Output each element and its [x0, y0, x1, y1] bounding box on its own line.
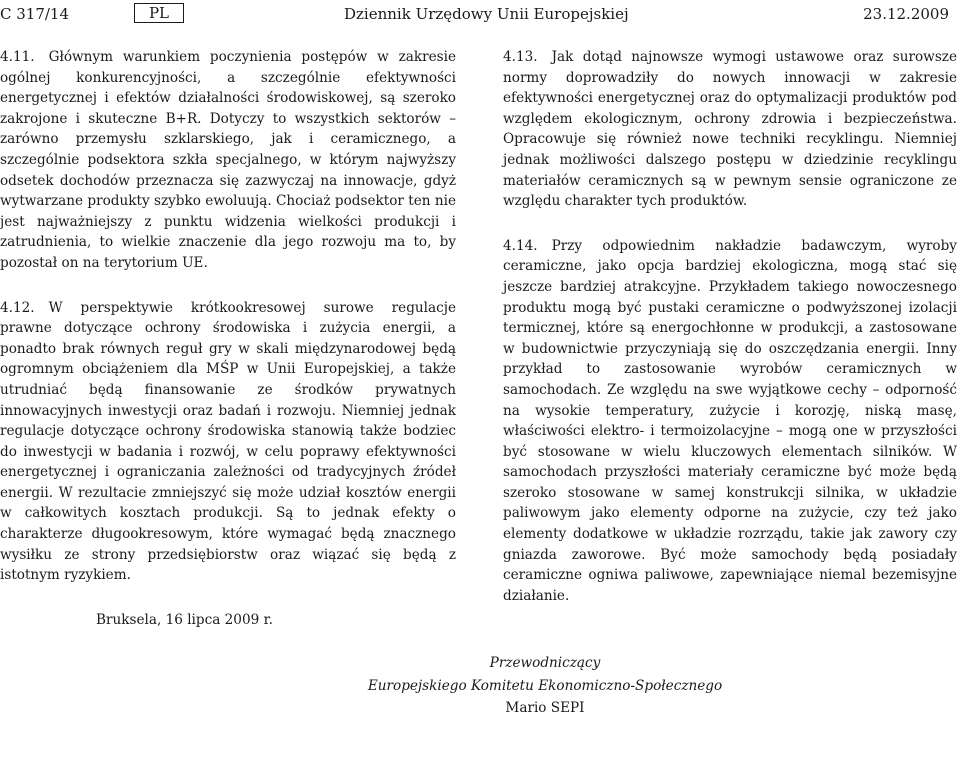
paragraph-text: Głównym warunkiem poczynienia postępów w zakresie ogólnej konkurencyjności, a szczególnie efektywności energetycznej i efektów działalności środowiskowej, są szeroko zakrojone i skuteczne B+R. Dotyczy to wszystkich sektorów – zarówno przemysłu szklarskiego, jak i ceramicznego, a szczególnie podsektora szkła specjalnego, w którym najwyższy odsetek dochodów przeznacza się zazwyczaj na innowacje, gdyż wytwarzane produkty szybko ewoluują. Chociaż podsektor ten nie jest najważniejszy z punktu widzenia wielkości produkcji i zatrudnienia, to wielkie znaczenie dla jego rozwoju ma to, by pozostał on na terytorium UE. — [0, 49, 456, 271]
signatory-role: Przewodniczący — [489, 655, 601, 671]
journal-title: Dziennik Urzędowy Unii Europejskiej — [344, 5, 629, 23]
paragraph-4-14 — [503, 236, 957, 607]
signatory-name: Mario SEPI — [505, 700, 585, 716]
publication-date: 23.12.2009 — [863, 5, 949, 23]
place-and-date: Bruksela, 16 lipca 2009 r. — [96, 612, 273, 628]
language-code-box: PL — [134, 3, 184, 23]
paragraph-text: Przy odpowiednim nakładzie badawczym, wyroby ceramiczne, jako opcja bardziej ekologiczna, mogą stać się jeszcze bardziej atrakcyjne. Przykładem takiego nowoczesnego produktu mogą być pustaki ceramiczne o podwyższonej izolacji termicznej, które są energochłonne w produkcji, a zastosowane w budownictwie przyczyniają się do oszczędzania energii. Inny przykład to zastosowanie wyrobów ceramicznych w samochodach. Ze względu na swe wyjątkowe cechy – odporność na wysokie temperatury, zużycie i korozję, niską masę, właściwości elektro- i termoizolacyjne – mogą one w przyszłości być stosowane w wielu kluczowych elementach silników. W samochodach przyszłości materiały ceramiczne być może będą szeroko stosowane w samej konstrukcji silnika, w układzie paliwowym jako elementy odporne na zużycie, czy też jako elementy dodatkowe w układzie rozrządu, takie jak zawory czy gniazda zaworowe. Być może samochody będą posiadały ceramiczne ogniwa paliwowe, zapewniające niemal bezemisyjne działanie. — [503, 237, 957, 604]
paragraph-4-11 — [0, 47, 456, 274]
paragraph-number: 4.11. — [0, 49, 35, 65]
signatory-organisation: Europejskiego Komitetu Ekonomiczno-Społecznego — [367, 678, 723, 694]
paragraph-4-12 — [0, 298, 456, 586]
paragraph-4-13 — [503, 47, 957, 212]
paragraph-number: 4.13. — [503, 49, 538, 65]
paragraph-number: 4.14. — [503, 237, 538, 254]
journal-reference: C 317/14 — [0, 5, 70, 23]
paragraph-number: 4.12. — [0, 299, 35, 316]
right-column — [503, 47, 957, 630]
left-column — [0, 47, 456, 610]
paragraph-text: Jak dotąd najnowsze wymogi ustawowe oraz surowsze normy doprowadziły do nowych innowacji w zakresie efektywności energetycznej oraz do optymalizacji produktów pod względem ekologicznym, ochrony zdrowia i bezpieczeństwa. Opracowuje się również nowe techniki recyklingu. Niemniej jednak możliwości dalszego postępu w dziedzinie recyklingu materiałów ceramicznych są w pewnym sensie ograniczone ze względu charakter tych produktów. — [503, 49, 957, 210]
paragraph-text: W perspektywie krótkookresowej surowe regulacje prawne dotyczące ochrony środowiska i zużycia energii, a ponadto brak równych reguł gry w skali międzynarodowej będą ogromnym obciążeniem dla MŚP w Unii Europejskiej, a także utrudniać będą finansowanie ze środków prywatnych innowacyjnych inwestycji oraz badań i rozwoju. Niemniej jednak regulacje dotyczące ochrony środowiska stanowią także bodziec do inwestycji w badania i rozwój, w celu poprawy efektywności energetycznej i ograniczania zależności od tradycyjnych źródeł energii. W rezultacie zmniejszyć się może udział kosztów energii w całkowitych kosztach produkcji. Są to jednak efekty o charakterze długookresowym, które wymagać będą znacznego wysiłku ze strony przedsiębiorstw oraz wiązać się będą z istotnym ryzykiem. — [0, 299, 456, 584]
